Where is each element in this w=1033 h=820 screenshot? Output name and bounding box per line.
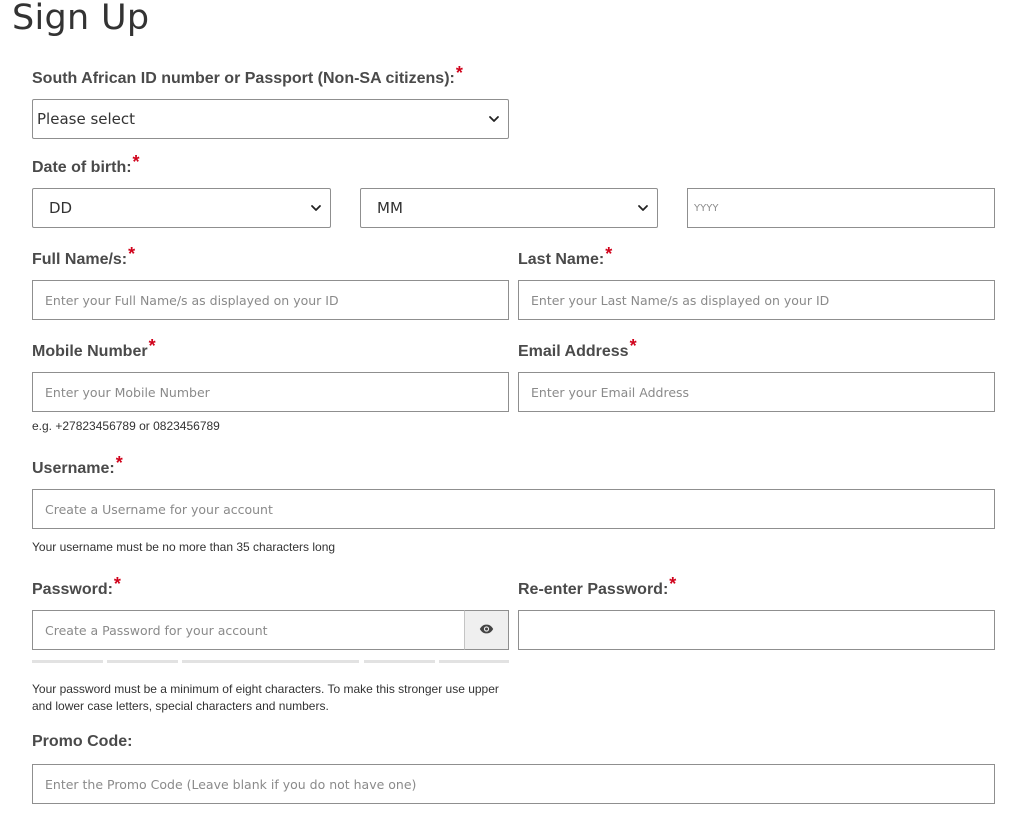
required-marker: * (115, 453, 123, 473)
full-name-input[interactable] (32, 280, 509, 320)
last-name-input[interactable] (518, 280, 995, 320)
password-placeholder: Create a Password for your account (45, 622, 268, 638)
id-type-select-value: Please select (37, 110, 136, 128)
chevron-down-icon (637, 202, 649, 214)
last-name-label (518, 244, 613, 269)
dob-label-text: Date of birth: (32, 159, 132, 176)
reenter-password-label-text: Re-enter Password: (518, 581, 669, 598)
required-marker: * (629, 336, 637, 356)
full-name-label (32, 244, 136, 269)
id-type-select[interactable] (32, 99, 509, 139)
email-label-text: Email Address (518, 343, 629, 360)
required-marker: * (455, 63, 463, 83)
reenter-password-label (518, 574, 677, 599)
id-type-label-text: South African ID number or Passport (Non-SA citizens): (32, 70, 455, 87)
chevron-down-icon (488, 113, 500, 125)
required-marker: * (605, 244, 613, 264)
mobile-input[interactable] (32, 372, 509, 412)
required-marker: * (132, 152, 140, 172)
eye-icon (479, 621, 494, 639)
last-name-label-text: Last Name: (518, 251, 605, 268)
required-marker: * (113, 574, 121, 594)
full-name-placeholder: Enter your Full Name/s as displayed on your ID (45, 292, 339, 308)
dob-day-value: DD (49, 199, 73, 217)
required-marker: * (669, 574, 677, 594)
dob-year-placeholder: YYYY (694, 202, 719, 214)
password-strength-segment-2 (107, 660, 178, 663)
id-type-label (32, 63, 463, 88)
email-label (518, 336, 637, 361)
full-name-label-text: Full Name/s: (32, 251, 128, 268)
dob-label (32, 152, 140, 177)
password-strength-segment-4 (364, 660, 435, 663)
dob-year-input[interactable] (687, 188, 995, 228)
promo-code-label-text: Promo Code: (32, 733, 133, 750)
show-password-button[interactable] (464, 610, 509, 650)
username-label (32, 453, 123, 478)
password-input[interactable] (32, 610, 465, 650)
promo-code-placeholder: Enter the Promo Code (Leave blank if you do not have one) (45, 776, 417, 792)
mobile-label (32, 336, 156, 361)
page-title: Sign Up (12, 0, 150, 38)
last-name-placeholder: Enter your Last Name/s as displayed on your ID (531, 292, 830, 308)
chevron-down-icon (310, 202, 322, 214)
promo-code-input[interactable] (32, 764, 995, 804)
password-strength-segment-5 (439, 660, 509, 663)
password-label-text: Password: (32, 581, 113, 598)
reenter-password-input[interactable] (518, 610, 995, 650)
dob-day-select[interactable] (32, 188, 331, 228)
password-hint-line-1: Your password must be a minimum of eight characters. To make this stronger use upper (32, 682, 499, 696)
mobile-placeholder: Enter your Mobile Number (45, 384, 210, 400)
required-marker: * (128, 244, 136, 264)
username-input[interactable] (32, 489, 995, 529)
dob-month-select[interactable] (360, 188, 658, 228)
password-strength-segment-1 (32, 660, 103, 663)
email-placeholder: Enter your Email Address (531, 384, 690, 400)
required-marker: * (148, 336, 156, 356)
email-input[interactable] (518, 372, 995, 412)
password-hint (32, 681, 499, 715)
password-label (32, 574, 121, 599)
username-hint: Your username must be no more than 35 characters long (32, 540, 336, 554)
mobile-hint: e.g. +27823456789 or 0823456789 (32, 419, 220, 433)
username-label-text: Username: (32, 460, 115, 477)
password-strength-segment-3 (182, 660, 359, 663)
password-hint-line-2: and lower case letters, special characters and numbers. (32, 699, 329, 713)
username-placeholder: Create a Username for your account (45, 501, 273, 517)
mobile-label-text: Mobile Number (32, 343, 148, 360)
dob-month-value: MM (377, 199, 403, 217)
promo-code-label (32, 733, 132, 751)
